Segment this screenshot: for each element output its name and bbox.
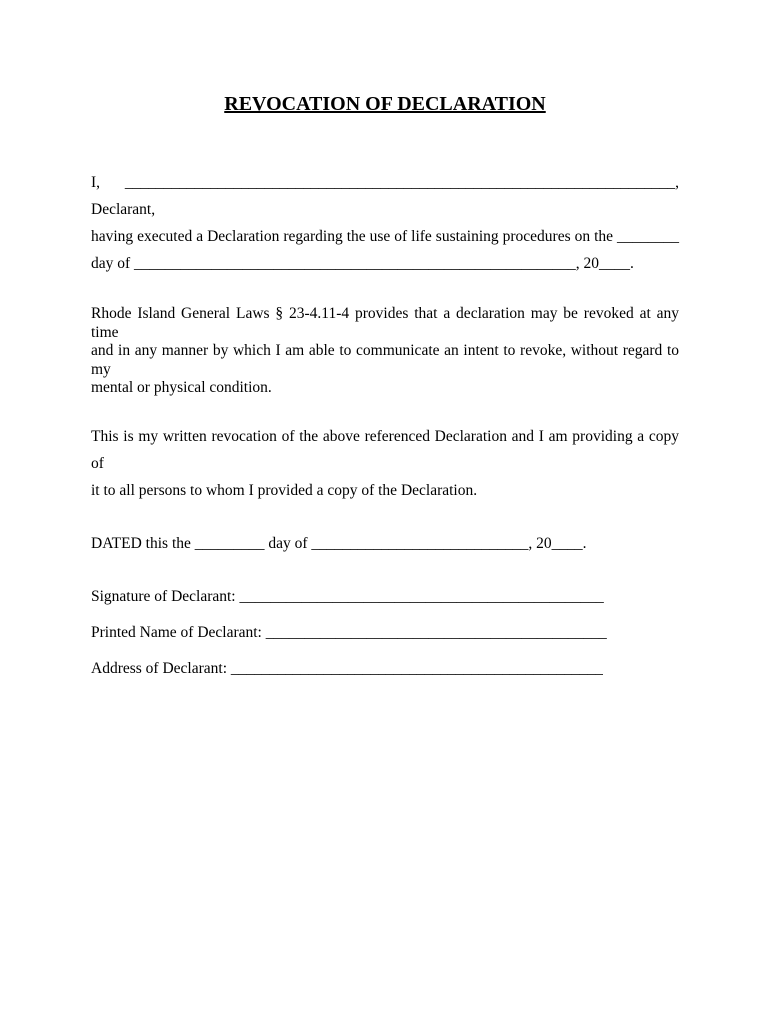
- statute-line-2: and in any manner by which I am able to communicate an intent to revoke, without regard to my: [91, 342, 679, 378]
- statute-line-3: mental or physical condition.: [91, 379, 272, 396]
- revocation-line-2: it to all persons to whom I provided a copy of the Declaration.: [91, 481, 478, 499]
- revocation-paragraph: [91, 423, 679, 504]
- statute-line-1: Rhode Island General Laws § 23-4.11-4 provides that a declaration may be revoked at any time: [91, 305, 679, 341]
- statute-paragraph: [91, 305, 679, 398]
- opening-line-having-executed: having executed a Declaration regarding the use of life sustaining procedures on the ________: [91, 228, 679, 245]
- opening-paragraph: [91, 169, 679, 277]
- document-title: REVOCATION OF DECLARATION: [224, 93, 546, 115]
- dated-line: DATED this the _________ day of ____________________________, 20____.: [91, 534, 587, 552]
- opening-line-day-of: day of _________________________________________________________, 20____.: [91, 255, 634, 272]
- printed-name-of-declarant-line: Printed Name of Declarant: ____________________________________________: [91, 623, 607, 641]
- address-of-declarant-line: Address of Declarant: ________________________________________________: [91, 659, 603, 677]
- signature-of-declarant-line: Signature of Declarant: _______________________________________________: [91, 587, 604, 605]
- revocation-line-1: This is my written revocation of the above referenced Declaration and I am providing a copy of: [91, 427, 679, 472]
- opening-line-declarant-name: I, _______________________________________________________________________, Declarant,: [91, 174, 679, 218]
